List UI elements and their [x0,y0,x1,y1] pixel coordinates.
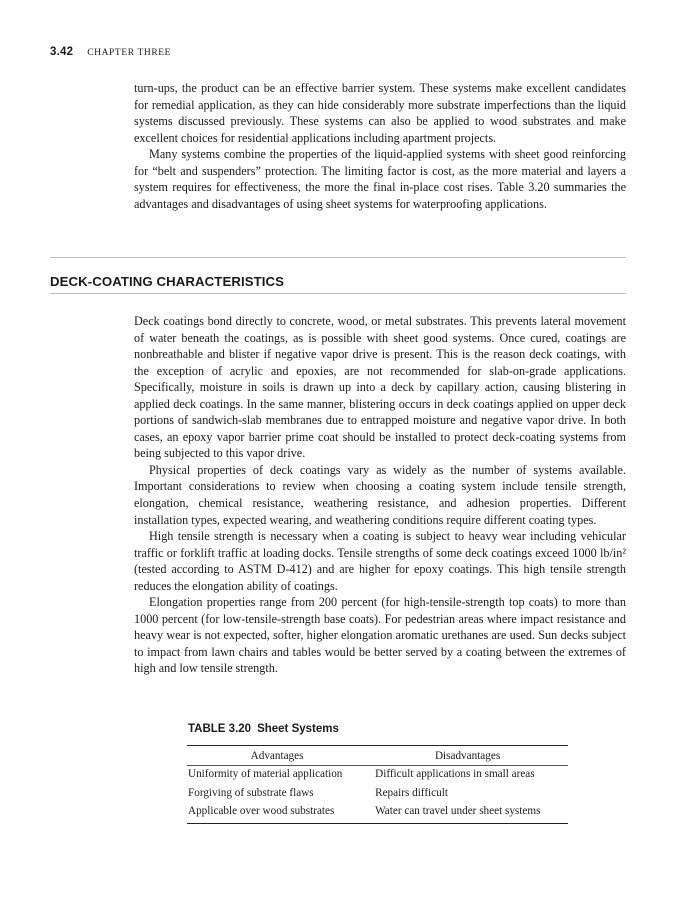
paragraph: Physical properties of deck coatings vary as widely as the number of systems available. Important considerations to review when choosing a coating system include tensile strength, elongation, chemical resistance, weathering resistance, and adhesion properties. Different installation types, expected wearing, and weathering conditions require different coating types. [134,462,626,527]
column-header-disadvantages: Disadvantages [367,746,568,766]
table-header-row [187,746,568,766]
table-row [187,803,568,823]
paragraph: High tensile strength is necessary when a coating is subject to heavy wear including vehicular traffic or forklift traffic at loading docks. Tensile strengths of some deck coatings exceed 1000 lb/in² (tested according to ASTM D-412) and are higher for epoxy coatings. This high tensile strength reduces the elongation ability of coatings. [134,529,626,593]
section-heading: DECK-COATING CHARACTERISTICS [50,274,285,289]
sheet-systems-table [187,745,568,824]
section-divider [50,257,626,258]
table-cell: Difficult applications in small areas [375,768,535,780]
table-cell: Applicable over wood substrates [187,803,367,823]
table-row [187,766,568,785]
table-cell: Repairs difficult [375,786,448,799]
paragraph: turn-ups, the product can be an effective barrier system. These systems make excellent candidates for remedial application, as they can hide considerably more substrate imperfections than the liquid systems discussed previously. These systems can also be applied to wood substrates and make excellent choices for residential applications including apartment projects. [134,81,626,145]
table-caption [188,723,339,735]
page-number: 3.42 [50,46,74,58]
column-header-advantages: Advantages [187,746,367,766]
section-body [134,313,626,677]
paragraph: Many systems combine the properties of the liquid-applied systems with sheet good reinforcing for “belt and suspenders” protection. The limiting factor is cost, as the more material and layers a system requires for effectiveness, the more the final in-place cost rises. Table 3.20 summaries the advantages and disadvantages of using sheet systems for waterproofing applications. [134,147,626,211]
table-cell: Water can travel under sheet systems [367,803,568,823]
table-cell: Uniformity of material application [188,768,343,780]
table-row [187,785,568,804]
paragraph: Elongation properties range from 200 percent (for high-tensile-strength top coats) to more than 1000 percent (for low-tensile-strength base coats). For pedestrian areas where impact resistance and heavy wear is not expected, softer, higher elongation aromatic urethanes are used. Sun decks subject to impact from lawn chairs and tables would be better served by a coating between the extremes of high and low tensile strength. [134,595,626,676]
paragraph: Deck coatings bond directly to concrete, wood, or metal substrates. This prevents lateral movement of water beneath the coatings, as is possible with sheet good systems. Once cured, coatings are nonbreathable and blister if negative vapor drive is present. This is the reason deck coatings, with the exception of acrylic and epoxies, are not recommended for slab-on-grade applications. Specifically, moisture in soils is drawn up into a deck by capillary action, causing blistering in applied deck coatings. In the same manner, blistering occurs in deck coatings applied on upper deck portions of sandwich-slab membranes due to entrapped moisture and negative vapor drive. In both cases, an epoxy vapor barrier prime coat should be installed to protect deck-coating systems from being subjected to this vapor drive. [134,314,626,461]
running-header [50,46,171,58]
chapter-title: CHAPTER THREE [87,48,172,58]
table-label: TABLE 3.20 [188,723,252,735]
intro-text [134,80,626,212]
heading-underline [50,293,626,294]
table-name: Sheet Systems [257,723,339,735]
table-cell: Forgiving of substrate flaws [188,786,314,799]
